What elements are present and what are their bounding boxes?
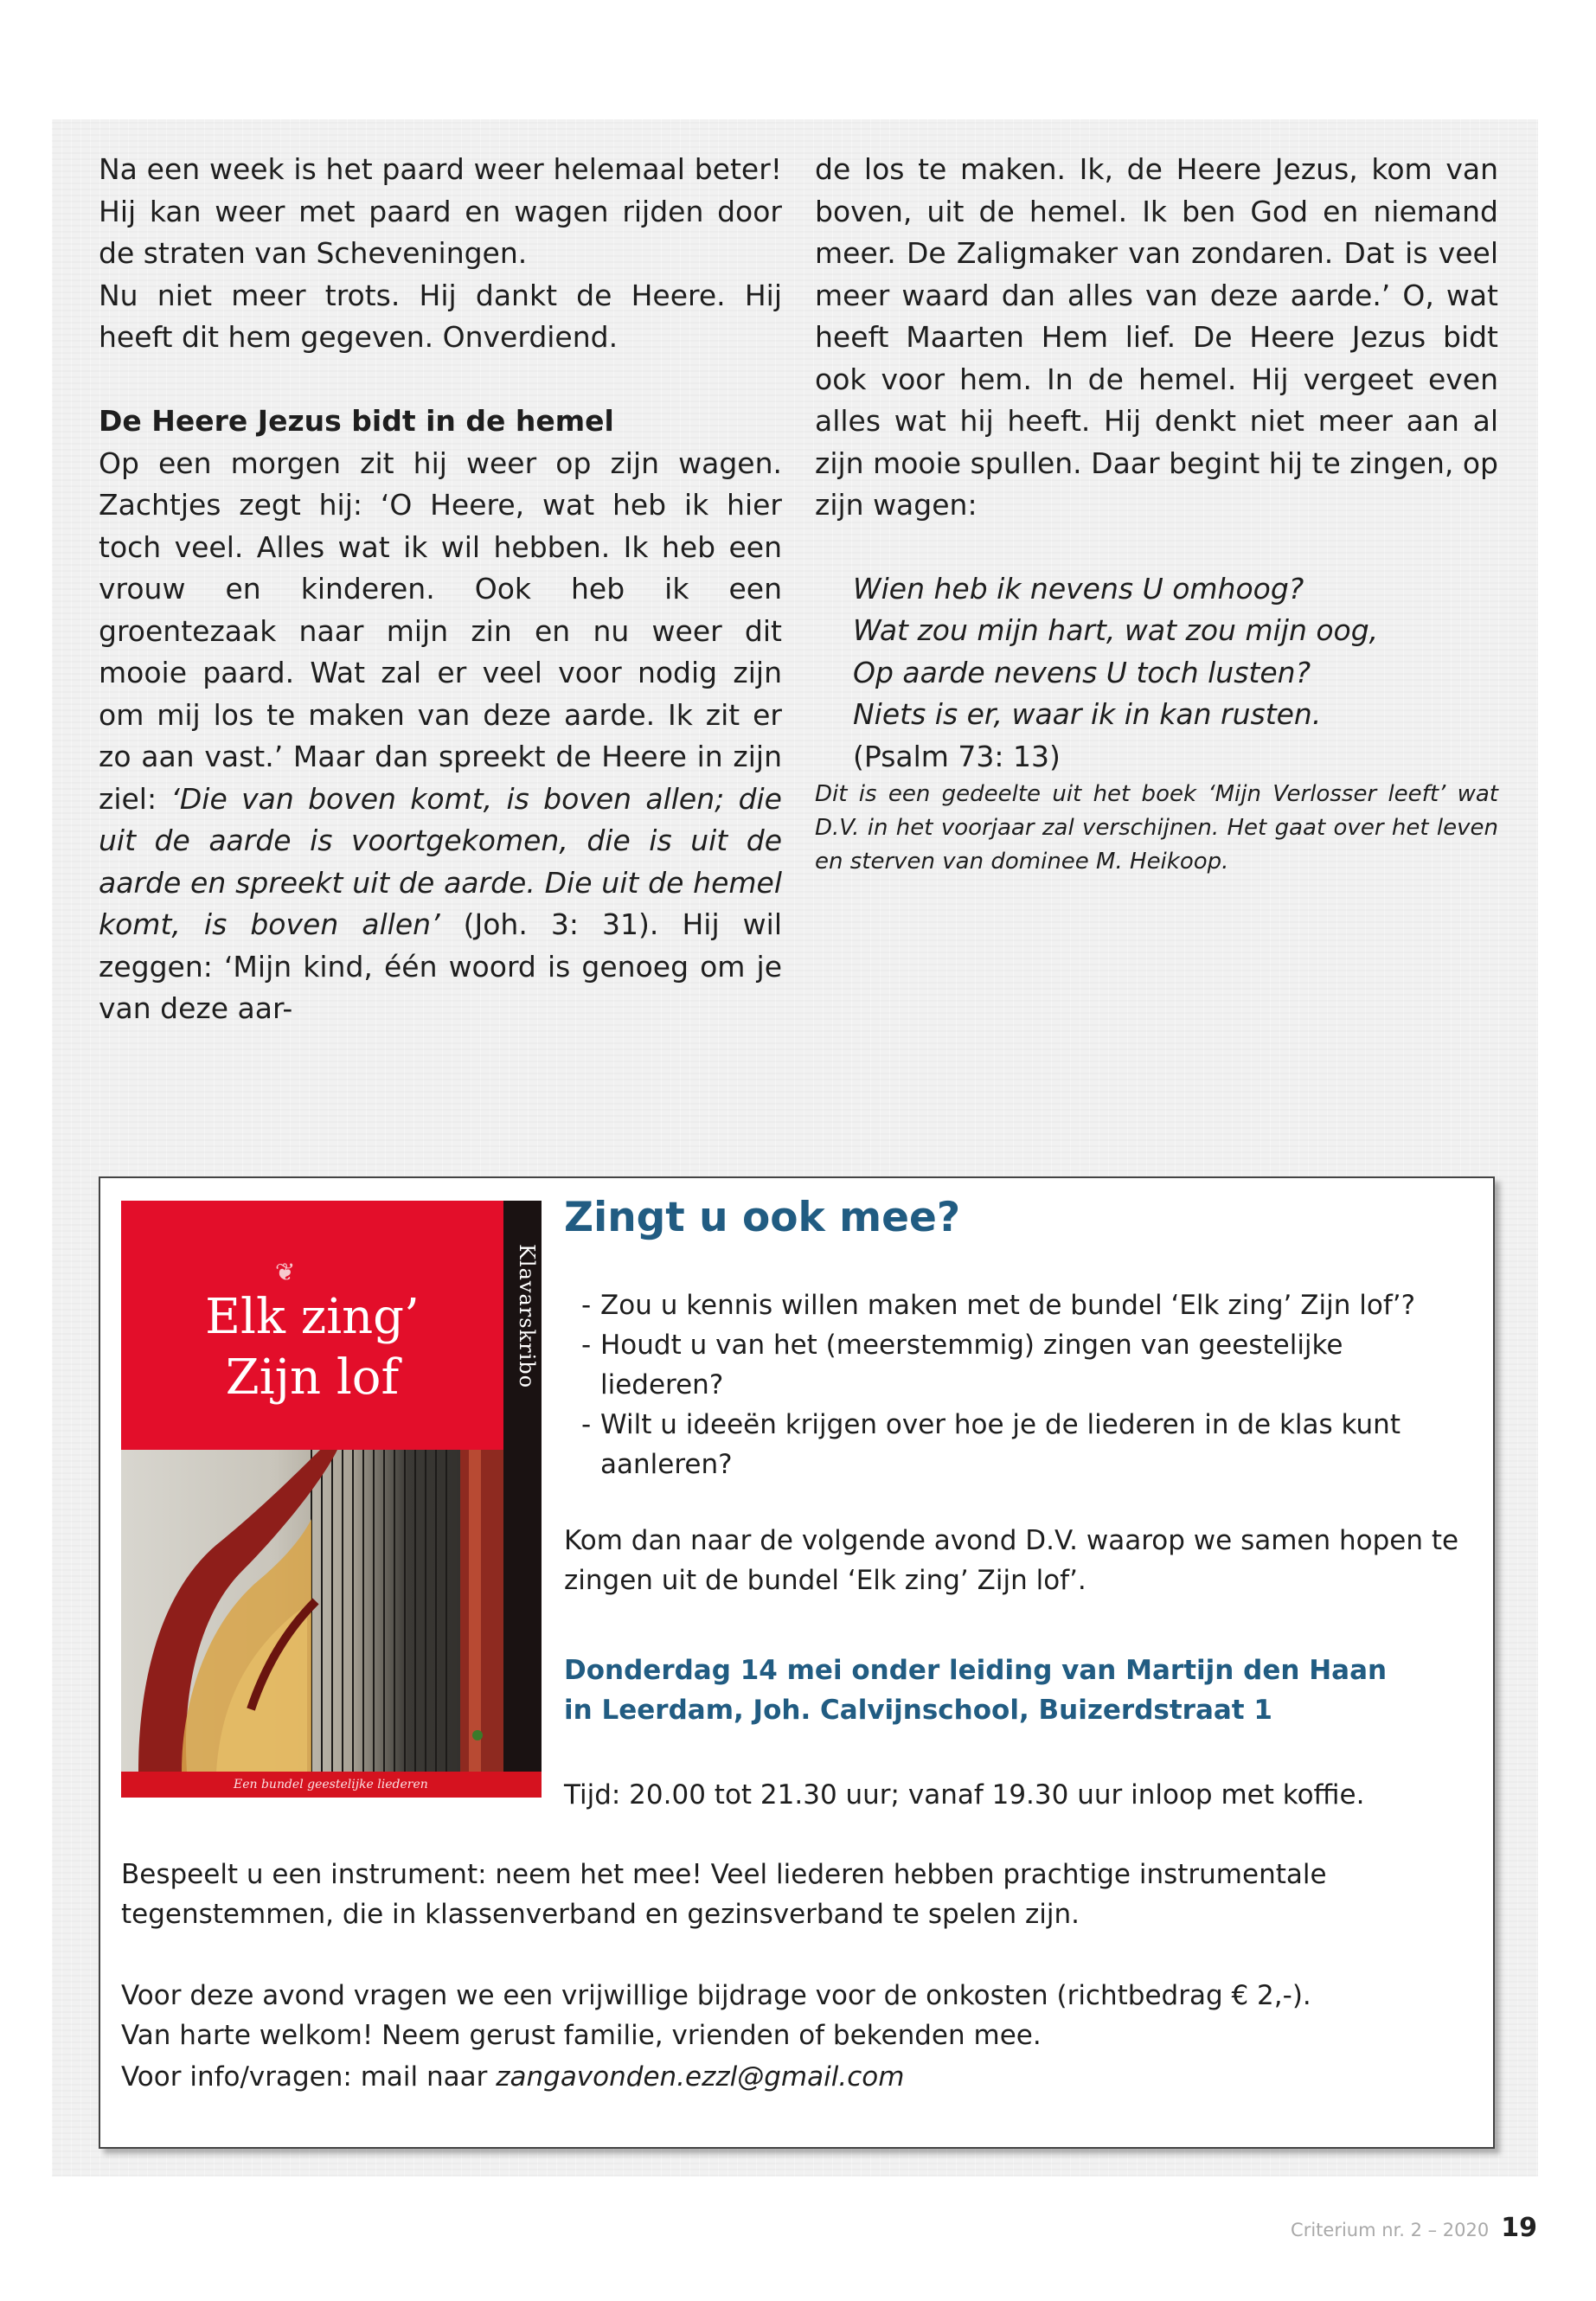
paragraph: Na een week is het paard weer helemaal beter! Hij kan weer met paard en wagen rijden door de straten van Scheveningen. <box>99 152 782 270</box>
paragraph: de los te maken. Ik, de Heere Jezus, kom van boven, uit de hemel. Ik ben God en niemand meer. De Zaligmaker van zondaren. Dat is veel meer waard dan alles van deze aarde.’ O, wat heeft Maarten Hem lief. De Heere Jezus bidt ook voor hem. In de hemel. Hij vergeet even alles wat hij heeft. Hij denkt niet meer aan al zijn mooie spullen. Daar begint hij te zingen, op zijn wagen: <box>815 152 1498 522</box>
bible-quote: ‘Die van boven komt, is boven allen; die uit de aarde is voortgekomen, die is uit de aarde en spreekt uit de aarde. Die uit de hemel komt, is boven allen’ <box>99 781 782 941</box>
contribution-paragraph <box>121 1976 1471 2055</box>
event-line: Donderdag 14 mei onder leiding van Martijn den Haan <box>564 1655 1388 1686</box>
paragraph-text: (Joh. 3: 31). Hij wil zeggen: ‘Mijn kind, één woord is genoeg om je van deze aar- <box>99 907 782 1025</box>
ornament-icon: ❦ <box>275 1258 296 1286</box>
instrument-paragraph: Bespeelt u een instrument: neem het mee! Veel liederen hebben prachtige instrumentale tegenstemmen, die in klassenverband en gezinsverband te spelen zijn. <box>121 1859 1327 1930</box>
contribution-line: Voor deze avond vragen we een vrijwillige bijdrage voor de onkosten (richtbedrag € 2,-). <box>121 1980 1311 2011</box>
harp-illustration <box>121 1450 503 1772</box>
poem-line: Wat zou mijn hart, wat zou mijn oog, <box>853 613 1379 647</box>
cover-title-line: Zijn lof <box>225 1349 400 1406</box>
advertisement-box <box>99 1176 1495 2149</box>
psalm-verse <box>853 568 1498 779</box>
ad-invite: Kom dan naar de volgende avond D.V. waarop we samen hopen te zingen uit de bundel ‘Elk zing’ Zijn lof’. <box>564 1525 1459 1596</box>
cover-subtitle: Een bundel geestelijke liederen <box>121 1772 542 1798</box>
poem-line: Wien heb ik nevens U omhoog? <box>853 571 1304 606</box>
list-item: - Houdt u van het (meerstemmig) zingen van geestelijke liederen? <box>581 1325 1472 1405</box>
page-number: 19 <box>1501 2213 1537 2243</box>
email-link[interactable]: zangavonden.ezzl@gmail.com <box>496 2061 905 2093</box>
section-heading: De Heere Jezus bidt in de hemel <box>99 404 614 438</box>
info-prefix: Voor info/vragen: mail naar <box>121 2061 497 2093</box>
magazine-name: Criterium nr. 2 – 2020 <box>1291 2220 1490 2240</box>
list-item: - Zou u kennis willen maken met de bundel ‘Elk zing’ Zijn lof’? <box>581 1285 1472 1325</box>
event-details <box>564 1650 1464 1730</box>
footnote: Dit is een gedeelte uit het boek ‘Mijn Verlosser leeft’ wat D.V. in het voorjaar zal verschijnen. Het gaat over het leven en sterven van dominee M. Heikoop. <box>815 781 1498 875</box>
paragraph: Nu niet meer trots. Hij dankt de Heere. Hij heeft dit hem gegeven. Onverdiend. <box>99 278 782 354</box>
contribution-line: Van harte welkom! Neem gerust familie, vrienden of bekenden mee. <box>121 2020 1042 2051</box>
psalm-reference: (Psalm 73: 13) <box>853 739 1061 773</box>
page-footer <box>1291 2213 1537 2243</box>
cover-title-line: Elk zing’ <box>205 1289 420 1345</box>
cover-spine-text: Klavarskribo <box>515 1244 539 1389</box>
ad-bullet-list <box>581 1285 1472 1484</box>
event-line: in Leerdam, Joh. Calvijnschool, Buizerdstraat 1 <box>564 1695 1272 1726</box>
list-item: - Wilt u ideeën krijgen over hoe je de liederen in de klas kunt aanleren? <box>581 1405 1472 1484</box>
paragraph-text: Op een morgen zit hij weer op zijn wagen. Zachtjes zegt hij: ‘O Heere, wat heb ik hier toch veel. Alles wat ik wil hebben. Ik heb een vrouw en kinderen. Ook heb ik een groentezaak naar mijn zin en nu weer dit mooie paard. Wat zal er veel voor nodig zijn om mij los te maken van deze aarde. Ik zit er zo aan vast.’ Maar dan spreekt de Heere in zijn ziel: <box>99 445 782 816</box>
right-column <box>815 149 1498 879</box>
poem-line: Niets is er, waar ik in kan rusten. <box>853 697 1322 731</box>
event-time: Tijd: 20.00 tot 21.30 uur; vanaf 19.30 uur inloop met koffie. <box>564 1779 1365 1811</box>
poem-line: Op aarde nevens U toch lusten? <box>853 655 1311 689</box>
paragraph <box>99 443 782 1030</box>
info-line <box>121 2057 1471 2097</box>
cover-title <box>121 1287 503 1408</box>
book-cover-image <box>121 1201 542 1798</box>
left-column <box>99 149 782 1030</box>
ad-heading: Zingt u ook mee? <box>564 1194 961 1241</box>
harp-photo <box>121 1450 503 1772</box>
